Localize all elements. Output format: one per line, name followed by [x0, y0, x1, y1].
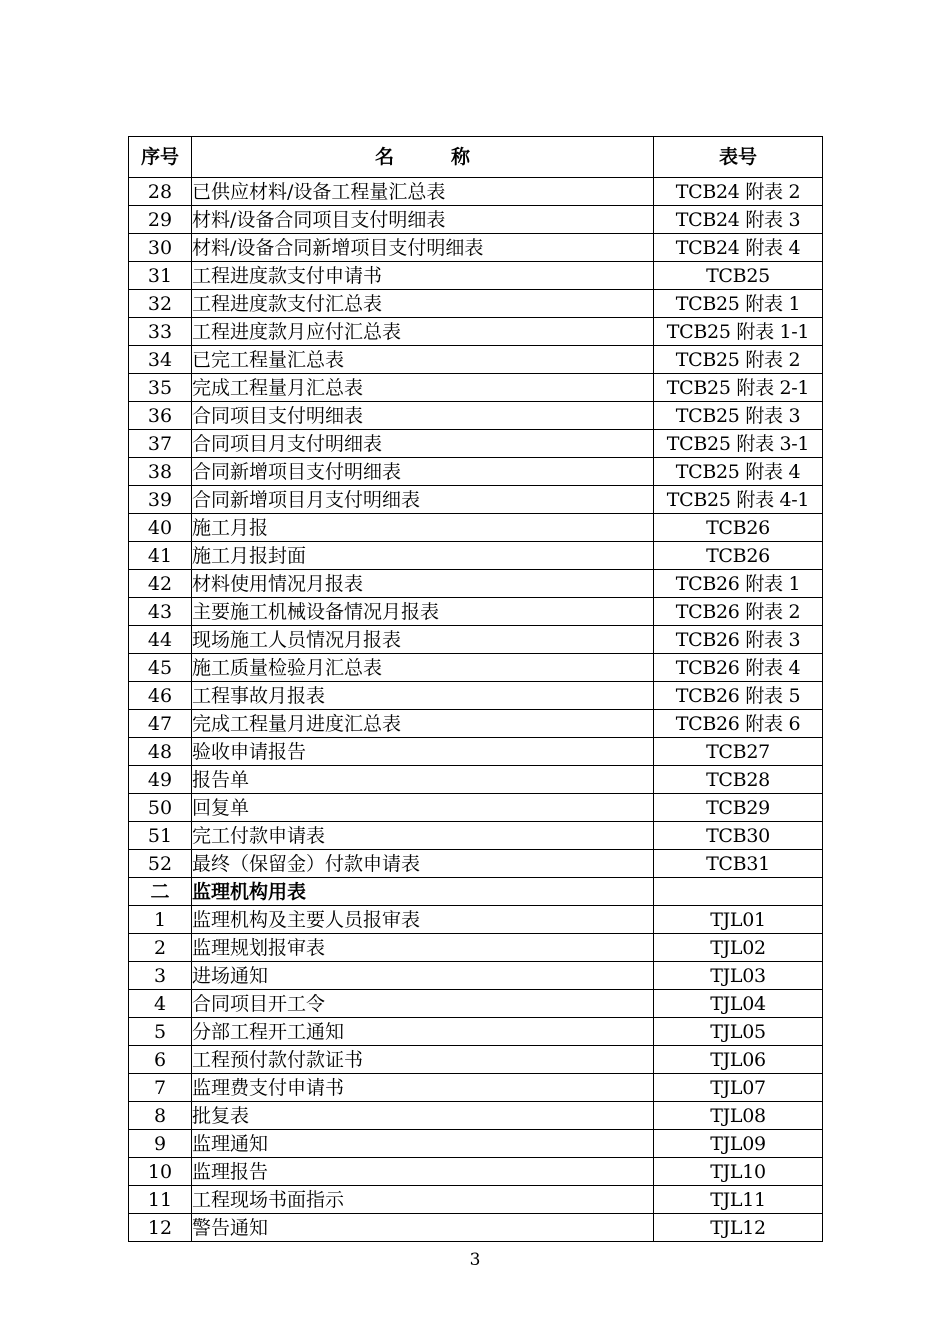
cell-form-code: TCB30: [654, 822, 823, 850]
cell-form-name: 材料/设备合同项目支付明细表: [192, 206, 654, 234]
cell-serial-number: 34: [129, 346, 192, 374]
cell-form-code: TCB25 附表 3-1: [654, 430, 823, 458]
cell-serial-number: 30: [129, 234, 192, 262]
cell-form-name: 主要施工机械设备情况月报表: [192, 598, 654, 626]
table-row: [129, 1158, 823, 1186]
table-row: [129, 850, 823, 878]
table-row: [129, 1186, 823, 1214]
cell-form-code: TCB26 附表 1: [654, 570, 823, 598]
table-row: [129, 794, 823, 822]
table-body: [129, 178, 823, 1242]
table-row: [129, 1102, 823, 1130]
cell-serial-number: 28: [129, 178, 192, 206]
table-row: [129, 654, 823, 682]
cell-form-code: TCB24 附表 3: [654, 206, 823, 234]
cell-form-name: 工程事故月报表: [192, 682, 654, 710]
table-row: [129, 318, 823, 346]
cell-form-name: 警告通知: [192, 1214, 654, 1242]
cell-form-name: 验收申请报告: [192, 738, 654, 766]
cell-serial-number: 39: [129, 486, 192, 514]
cell-serial-number: 42: [129, 570, 192, 598]
cell-form-name: 分部工程开工通知: [192, 1018, 654, 1046]
table-row: [129, 1046, 823, 1074]
cell-form-name: 施工月报封面: [192, 542, 654, 570]
cell-serial-number: 36: [129, 402, 192, 430]
cell-serial-number: 48: [129, 738, 192, 766]
cell-form-code: TCB26 附表 3: [654, 626, 823, 654]
cell-serial-number: 51: [129, 822, 192, 850]
cell-form-code: TJL09: [654, 1130, 823, 1158]
cell-form-name: 监理报告: [192, 1158, 654, 1186]
cell-form-name: 监理机构用表: [192, 878, 654, 906]
cell-serial-number: 44: [129, 626, 192, 654]
cell-serial-number: 7: [129, 1074, 192, 1102]
cell-serial-number: 12: [129, 1214, 192, 1242]
cell-form-name: 工程进度款月应付汇总表: [192, 318, 654, 346]
cell-serial-number: 3: [129, 962, 192, 990]
cell-form-name: 监理机构及主要人员报审表: [192, 906, 654, 934]
table-row: [129, 906, 823, 934]
cell-form-code: TJL04: [654, 990, 823, 1018]
table-row: [129, 486, 823, 514]
cell-form-name: 监理规划报审表: [192, 934, 654, 962]
table-row: [129, 542, 823, 570]
cell-form-name: 合同项目支付明细表: [192, 402, 654, 430]
cell-form-name: 报告单: [192, 766, 654, 794]
cell-form-code: TCB28: [654, 766, 823, 794]
cell-form-code: TJL01: [654, 906, 823, 934]
cell-serial-number: 45: [129, 654, 192, 682]
table-row: [129, 710, 823, 738]
cell-form-name: 材料/设备合同新增项目支付明细表: [192, 234, 654, 262]
section-row: [129, 878, 823, 906]
cell-serial-number: 2: [129, 934, 192, 962]
cell-form-name: 完成工程量月汇总表: [192, 374, 654, 402]
table-row: [129, 514, 823, 542]
cell-form-name: 现场施工人员情况月报表: [192, 626, 654, 654]
cell-serial-number: 38: [129, 458, 192, 486]
cell-form-name: 完工付款申请表: [192, 822, 654, 850]
table-row: [129, 262, 823, 290]
cell-form-name: 施工月报: [192, 514, 654, 542]
cell-serial-number: 二: [129, 878, 192, 906]
table-row: [129, 626, 823, 654]
cell-form-code: TJL06: [654, 1046, 823, 1074]
cell-form-code: TJL08: [654, 1102, 823, 1130]
cell-serial-number: 1: [129, 906, 192, 934]
table-row: [129, 598, 823, 626]
table-row: [129, 290, 823, 318]
cell-form-name: 材料使用情况月报表: [192, 570, 654, 598]
table-row: [129, 234, 823, 262]
cell-form-name: 回复单: [192, 794, 654, 822]
cell-form-code: TJL05: [654, 1018, 823, 1046]
table-row: [129, 682, 823, 710]
cell-form-name: 监理通知: [192, 1130, 654, 1158]
cell-serial-number: 8: [129, 1102, 192, 1130]
table-row: [129, 934, 823, 962]
cell-form-code: TCB31: [654, 850, 823, 878]
table-row: [129, 570, 823, 598]
cell-serial-number: 47: [129, 710, 192, 738]
cell-serial-number: 52: [129, 850, 192, 878]
cell-form-code: TCB26 附表 2: [654, 598, 823, 626]
cell-form-name: 批复表: [192, 1102, 654, 1130]
cell-form-code: TCB25 附表 3: [654, 402, 823, 430]
page-number: 3: [469, 1250, 481, 1270]
cell-form-code: TJL11: [654, 1186, 823, 1214]
cell-form-code: TCB29: [654, 794, 823, 822]
table-row: [129, 962, 823, 990]
table-row: [129, 990, 823, 1018]
cell-serial-number: 37: [129, 430, 192, 458]
cell-form-code: [654, 878, 823, 906]
cell-serial-number: 50: [129, 794, 192, 822]
cell-serial-number: 41: [129, 542, 192, 570]
cell-form-name: 监理费支付申请书: [192, 1074, 654, 1102]
cell-form-name: 工程进度款支付汇总表: [192, 290, 654, 318]
cell-form-name: 已完工程量汇总表: [192, 346, 654, 374]
cell-serial-number: 5: [129, 1018, 192, 1046]
cell-form-code: TCB24 附表 4: [654, 234, 823, 262]
cell-form-code: TCB25: [654, 262, 823, 290]
table-row: [129, 1074, 823, 1102]
table-row: [129, 346, 823, 374]
cell-form-name: 施工质量检验月汇总表: [192, 654, 654, 682]
cell-form-code: TCB25 附表 4: [654, 458, 823, 486]
cell-form-name: 进场通知: [192, 962, 654, 990]
table-row: [129, 1018, 823, 1046]
cell-serial-number: 33: [129, 318, 192, 346]
cell-form-name: 工程进度款支付申请书: [192, 262, 654, 290]
cell-serial-number: 49: [129, 766, 192, 794]
cell-serial-number: 9: [129, 1130, 192, 1158]
cell-form-code: TJL02: [654, 934, 823, 962]
cell-serial-number: 11: [129, 1186, 192, 1214]
table-row: [129, 402, 823, 430]
cell-form-name: 合同新增项目月支付明细表: [192, 486, 654, 514]
cell-form-code: TCB26 附表 6: [654, 710, 823, 738]
table-row: [129, 206, 823, 234]
cell-serial-number: 43: [129, 598, 192, 626]
cell-form-code: TCB26: [654, 542, 823, 570]
table-row: [129, 1214, 823, 1242]
cell-form-code: TCB25 附表 4-1: [654, 486, 823, 514]
table-row: [129, 822, 823, 850]
cell-serial-number: 10: [129, 1158, 192, 1186]
cell-form-code: TJL03: [654, 962, 823, 990]
cell-form-name: 完成工程量月进度汇总表: [192, 710, 654, 738]
cell-form-code: TCB26 附表 5: [654, 682, 823, 710]
cell-form-code: TCB25 附表 2-1: [654, 374, 823, 402]
cell-form-code: TJL07: [654, 1074, 823, 1102]
table-row: [129, 374, 823, 402]
cell-form-code: TCB26: [654, 514, 823, 542]
cell-form-name: 合同项目开工令: [192, 990, 654, 1018]
cell-form-name: 合同项目月支付明细表: [192, 430, 654, 458]
cell-form-name: 合同新增项目支付明细表: [192, 458, 654, 486]
cell-serial-number: 32: [129, 290, 192, 318]
cell-form-name: 最终（保留金）付款申请表: [192, 850, 654, 878]
table-row: [129, 738, 823, 766]
header-serial-number: 序号: [129, 137, 192, 178]
cell-serial-number: 6: [129, 1046, 192, 1074]
cell-serial-number: 46: [129, 682, 192, 710]
cell-form-name: 已供应材料/设备工程量汇总表: [192, 178, 654, 206]
form-list-table: [128, 136, 823, 1242]
cell-form-code: TCB25 附表 2: [654, 346, 823, 374]
table-row: [129, 430, 823, 458]
header-name: 名 称: [192, 137, 654, 178]
cell-serial-number: 31: [129, 262, 192, 290]
cell-form-name: 工程现场书面指示: [192, 1186, 654, 1214]
cell-form-code: TCB24 附表 2: [654, 178, 823, 206]
cell-form-code: TCB25 附表 1: [654, 290, 823, 318]
table-row: [129, 1130, 823, 1158]
header-form-code: 表号: [654, 137, 823, 178]
table-row: [129, 766, 823, 794]
cell-form-code: TJL10: [654, 1158, 823, 1186]
cell-form-code: TCB27: [654, 738, 823, 766]
table-row: [129, 178, 823, 206]
table-row: [129, 458, 823, 486]
cell-form-code: TCB26 附表 4: [654, 654, 823, 682]
cell-form-code: TJL12: [654, 1214, 823, 1242]
cell-serial-number: 35: [129, 374, 192, 402]
cell-serial-number: 4: [129, 990, 192, 1018]
cell-form-code: TCB25 附表 1-1: [654, 318, 823, 346]
cell-serial-number: 40: [129, 514, 192, 542]
cell-serial-number: 29: [129, 206, 192, 234]
table-header-row: [129, 137, 823, 178]
cell-form-name: 工程预付款付款证书: [192, 1046, 654, 1074]
